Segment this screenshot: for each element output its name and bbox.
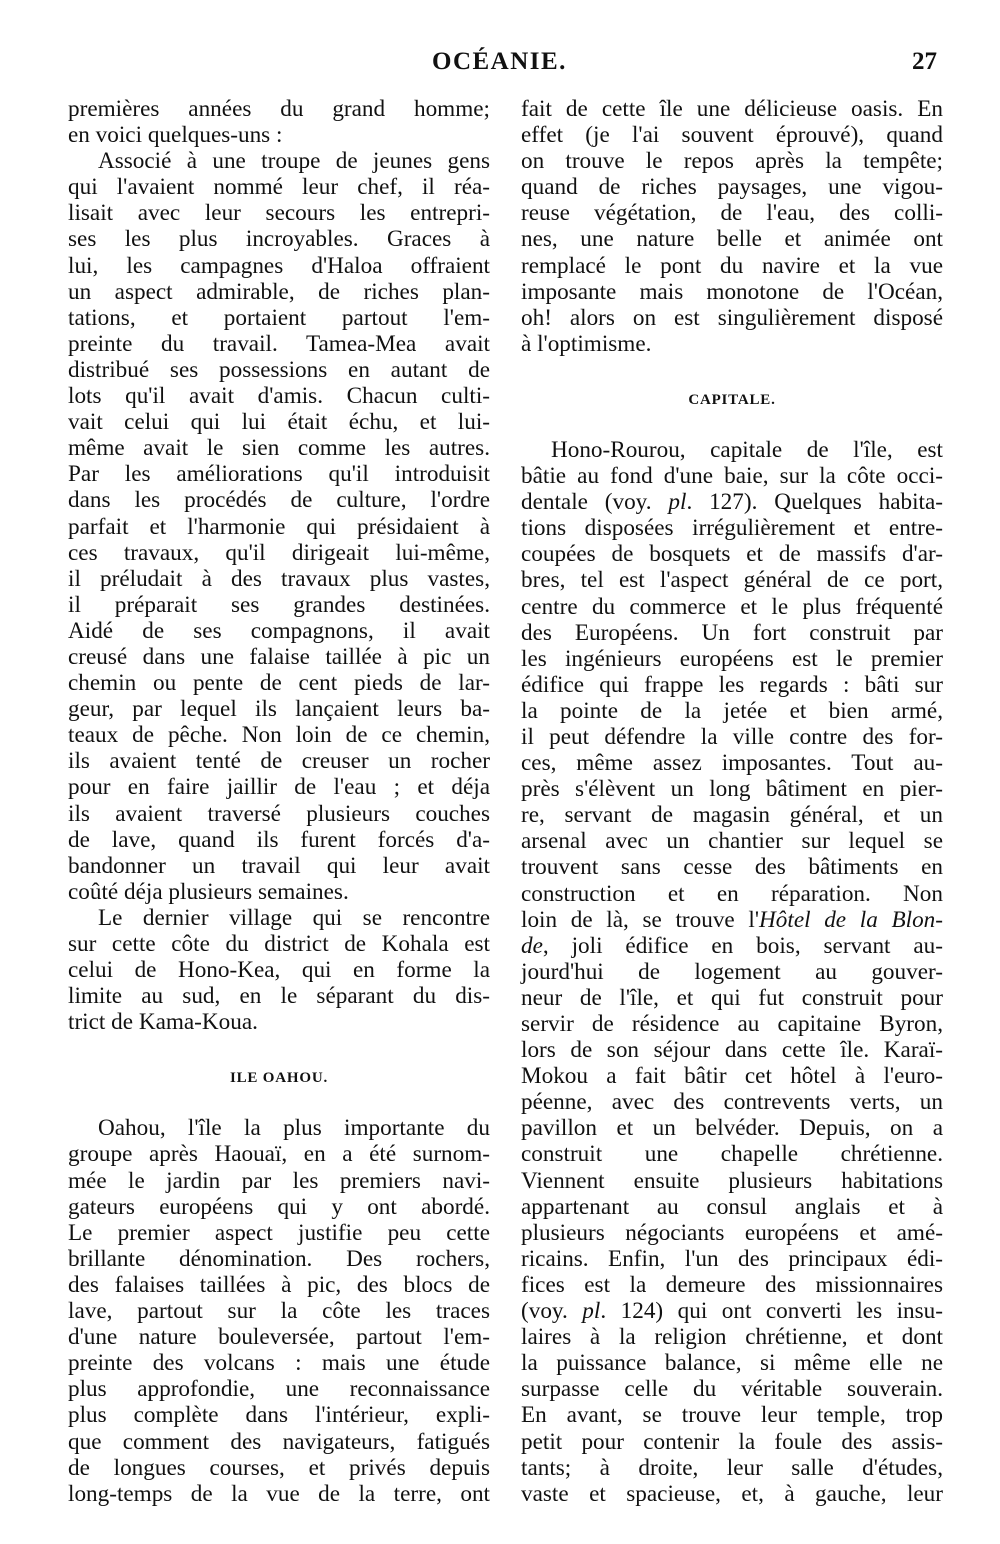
text-line: Mokou a fait bâtir cet hôtel à l'euro- [521,1063,943,1090]
text-line: mée le jardin par les premiers navi- [68,1167,490,1194]
text-line: de lave, quand ils furent forcés d'a- [68,826,490,853]
text-line: fait de cette île une délicieuse oasis. En [521,96,943,122]
text-line: brillante dénomination. Des rochers, [68,1245,490,1272]
text-line: geur, par lequel ils lançaient leurs ba- [68,696,490,723]
text-line: petit pour contenir la foule des assis- [521,1428,943,1455]
text-line: Associé à une troupe de jeunes gens [98,148,490,175]
text-line: Oahou, l'île la plus importante du [98,1115,490,1142]
text-line: Hono-Rourou, capitale de l'île, est [551,436,943,463]
text-line: vait celui qui lui était échu, et lui- [68,409,490,436]
text-line [521,1298,943,1324]
text-line: la puissance balance, si même elle ne [521,1350,943,1377]
text-line: preinte du travail. Tamea-Mea avait [68,330,490,357]
text-line: laires à la religion chrétienne, et dont [521,1324,943,1351]
text-line: lors de son séjour dans cette île. Karaï- [521,1037,943,1064]
text-line: tants; à droite, leur salle d'études, [521,1454,943,1481]
text-line: sur cette côte du district de Kohala est [68,931,490,957]
text-line: surpasse celle du véritable souverain. [521,1376,943,1403]
text-line: ils avaient traversé plusieurs couches [68,800,490,827]
text-line: on trouve le repos après la tempête; [521,148,943,175]
paragraph [68,148,490,905]
text-line: neur de l'île, et qui fut construit pour [521,984,943,1011]
text-line: tions disposées irrégulièrement et entre- [521,515,943,542]
paragraph [68,1115,490,1506]
text-line: parfait et l'harmonie qui présidaient à [68,513,490,540]
text-line [521,907,943,933]
text-line: de longues courses, et privés depuis [68,1454,490,1481]
page-header [0,48,1000,84]
plate-reference: pl [668,489,687,516]
text-run: dentale (voy. [521,489,669,516]
text-line: la pointe de la jetée et bien armé, [521,697,943,724]
text-line: ricains. Enfin, l'un des principaux édi- [521,1245,943,1272]
italic-title: de [521,932,543,959]
text-line: Le premier aspect justifie peu cette [68,1219,490,1246]
text-line: long-temps de la vue de la terre, ont [68,1480,490,1507]
text-line: péenne, avec des contrevents verts, un [521,1089,943,1116]
text-line: trict de Kama-Koua. [68,1009,258,1036]
spacer [521,357,943,387]
text-line: lisait avec leur secours les entrepri- [68,200,490,227]
text-line: plusieurs négociants européens et amé- [521,1219,943,1246]
text-line: premières années du grand homme; [68,96,490,122]
text-line: tations, et portaient partout l'em- [68,304,490,331]
text-line: remplacé le pont du navire et la vue [521,252,943,279]
text-line: des falaises taillées à pic, des blocs de [68,1271,490,1298]
paragraph [521,437,943,1507]
text-line: dans les procédés de culture, l'ordre [68,487,490,514]
spacer [521,413,943,437]
text-line: plus approfondie, une reconnaissance [68,1376,490,1403]
text-line [521,489,943,515]
text-line: En avant, se trouve leur temple, trop [521,1402,943,1429]
section-heading: CAPITALE. [688,391,776,408]
text-line: construction et en réparation. Non [521,880,943,907]
text-line: ses les plus incroyables. Graces à [68,226,490,253]
text-line: arsenal avec un chantier sur lequel se [521,828,943,855]
text-line: un aspect admirable, de riches plan- [68,278,490,305]
paragraph [521,96,943,357]
text-line: même avait le sien comme les autres. [68,435,490,462]
text-line: Le dernier village qui se rencontre [98,904,490,931]
text-line: teaux de pêche. Non loin de ce chemin, [68,722,490,749]
text-line: pour en faire jaillir de l'eau ; et déja [68,774,490,801]
text-line: effet (je l'ai souvent éprouvé), quand [521,122,943,149]
text-line: imposante mais monotone de l'Océan, [521,278,943,305]
text-line: ils avaient tenté de creuser un rocher [68,748,490,775]
left-column [68,96,490,1507]
text-line: groupe après Haouaï, en a été surnom- [68,1141,490,1168]
running-title: OCÉANIE. [432,48,567,75]
spacer [68,1091,490,1115]
text-run: (voy. [521,1298,583,1325]
text-line: quand de riches paysages, une vigou- [521,174,943,201]
text-line: d'une nature bouleversée, partout l'em- [68,1324,490,1351]
text-line: bres, tel est l'aspect général de ce port, [521,567,943,594]
text-line: ces, même assez imposantes. Tout au- [521,750,943,777]
text-line [521,933,943,959]
page-number: 27 [912,48,937,75]
text-run: , joli édifice en bois, servant au- [542,932,943,959]
spacer [68,1035,490,1065]
text-line: près s'élèvent un long bâtiment en pier- [521,776,943,803]
text-run: loin de là, se trouve l' [521,906,760,933]
italic-title: Hôtel de la Blon- [759,906,943,933]
paragraph [68,96,490,148]
text-run: . 127). Quelques habita- [686,489,943,516]
text-line: coûté déja plusieurs semaines. [68,878,349,905]
text-line: re, servant de magasin général, et un [521,802,943,829]
text-line: qui l'avaient nommé leur chef, il réa- [68,174,490,201]
text-line: à l'optimisme. [521,330,652,357]
text-line: il préparait ses grandes destinées. [68,591,490,618]
text-line: les ingénieurs européens est le premier [521,645,943,672]
text-line: nes, une nature belle et animée ont [521,226,943,253]
text-line: appartenant au consul anglais et à [521,1193,943,1220]
text-line: il préludait à des travaux plus vastes, [68,565,490,592]
text-line: il peut défendre la ville contre des for- [521,723,943,750]
text-line: lave, partout sur la côte les traces [68,1298,490,1325]
text-line: pavillon et un belvéder. Depuis, on a [521,1115,943,1142]
text-line: oh! alors on est singulièrement disposé [521,304,943,331]
text-line: creusé dans une falaise taillée à pic un [68,643,490,670]
text-line: ces travaux, qu'il dirigeait lui-même, [68,539,490,566]
text-line: coupées de bosquets et de massifs d'ar- [521,541,943,568]
text-line: bâtie au fond d'une baie, sur la côte occi- [521,463,943,490]
text-line: Viennent ensuite plusieurs habitations [521,1167,943,1194]
text-run: . 124) qui ont converti les insu- [600,1298,943,1325]
text-line: bandonner un travail qui leur avait [68,852,490,879]
text-line: lui, les campagnes d'Haloa offraient [68,252,490,279]
text-line: preinte des volcans : mais une étude [68,1350,490,1377]
text-line: celui de Hono-Kea, qui en forme la [68,957,490,984]
plate-reference: pl [582,1298,601,1325]
text-line: construit une chapelle chrétienne. [521,1141,943,1168]
text-line: en voici quelques-uns : [68,122,283,149]
text-line: vaste et spacieuse, et, à gauche, leur [521,1480,943,1507]
text-line: reuse végétation, de l'eau, des colli- [521,200,943,227]
text-line: trouvent sans cesse des bâtiments en [521,854,943,881]
text-line: centre du commerce et le plus fréquenté [521,593,943,620]
text-line: gateurs européens qui y ont abordé. [68,1193,490,1220]
paragraph [68,905,490,1035]
section-heading: ILE OAHOU. [229,1070,328,1087]
text-line: limite au sud, en le séparant du dis- [68,983,490,1010]
text-line: plus complète dans l'intérieur, expli- [68,1402,490,1429]
text-line: fices est la demeure des missionnaires [521,1271,943,1298]
text-line: que comment des navigateurs, fatigués [68,1428,490,1455]
text-line: Par les améliorations qu'il introduisit [68,461,490,488]
text-line: lots qu'il avait d'amis. Chacun culti- [68,383,490,410]
text-line: distribué ses possessions en autant de [68,356,490,383]
text-line: des Européens. Un fort construit par [521,619,943,646]
text-line: édifice qui frappe les regards : bâti sur [521,671,943,698]
text-line: servir de résidence au capitaine Byron, [521,1011,943,1037]
text-line: Aidé de ses compagnons, il avait [68,617,490,644]
right-column [521,96,943,1507]
text-line: chemin ou pente de cent pieds de lar- [68,670,490,697]
text-line: jourd'hui de logement au gouver- [521,958,943,985]
